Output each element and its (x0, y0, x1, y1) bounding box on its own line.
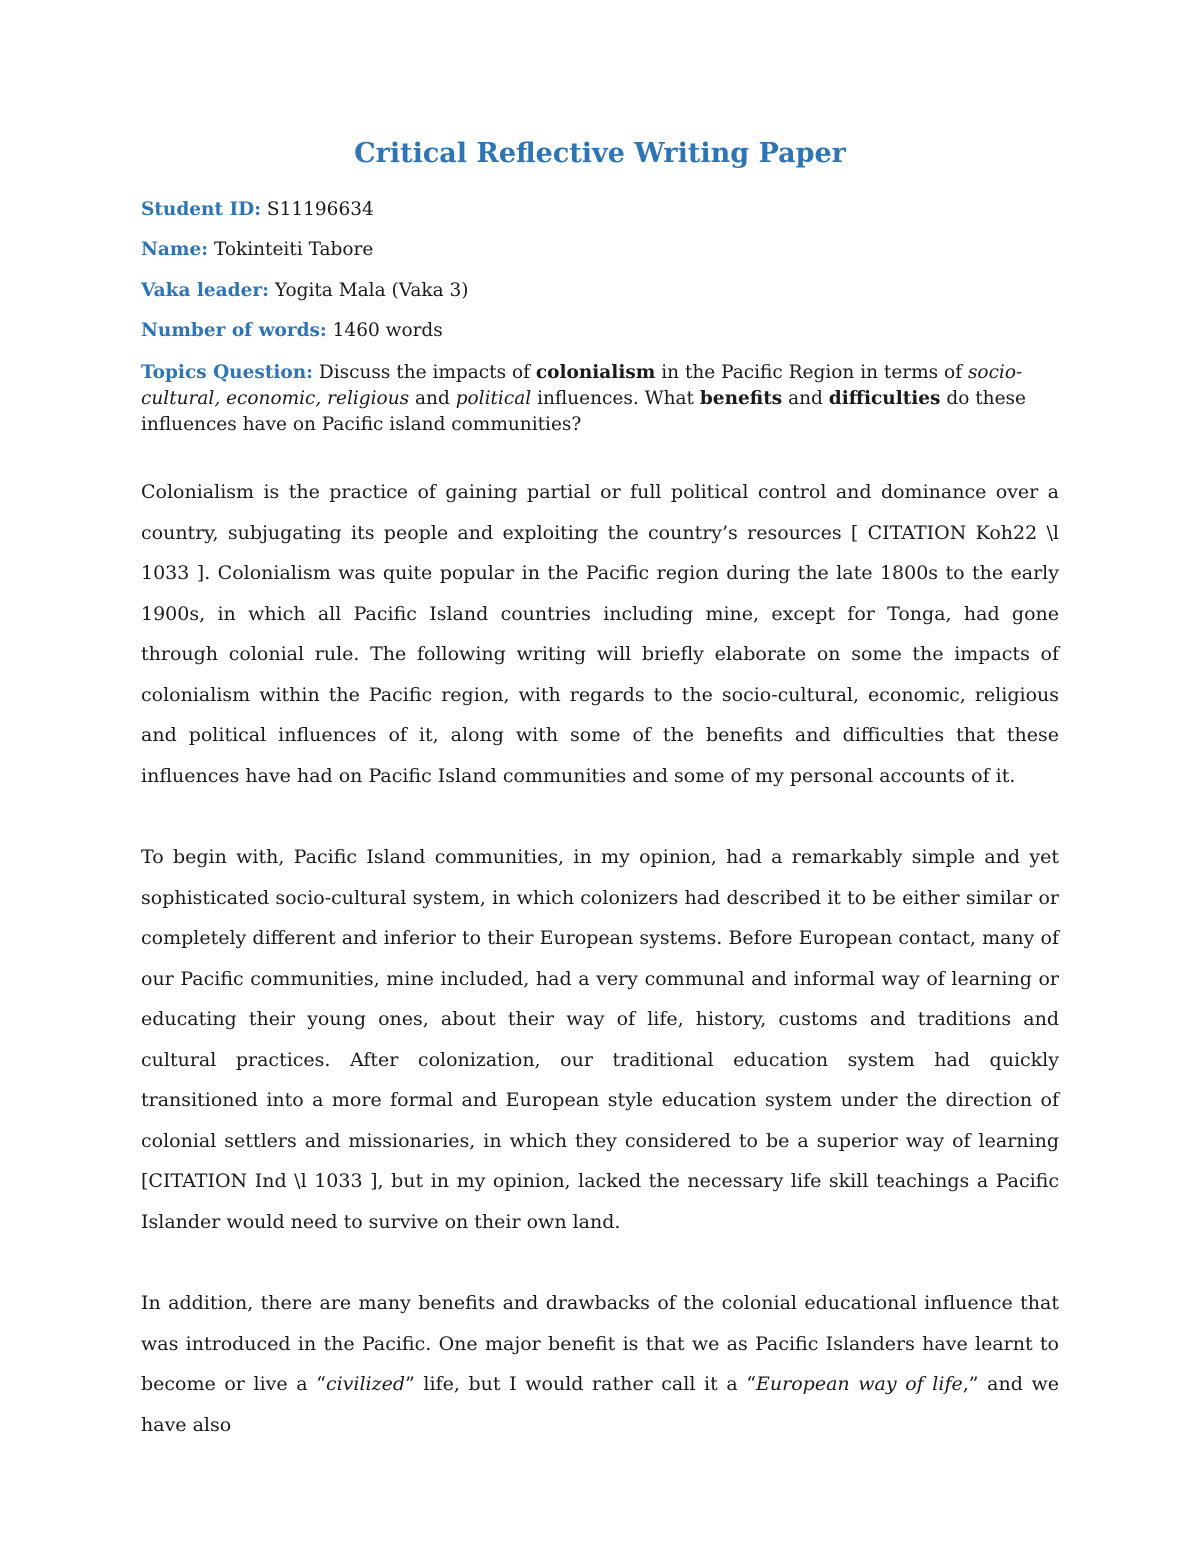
paragraph-text: ,” and we have also (141, 1373, 1059, 1436)
topic-text: do these influences have on Pacific island communities? (141, 388, 1026, 435)
topic-text: influences. What (537, 388, 694, 409)
student-id-line (141, 197, 1061, 223)
paragraph-emphasis: European way of life (756, 1373, 963, 1395)
name-line (141, 237, 1061, 263)
vaka-leader-line (141, 278, 1061, 304)
topic-question-label: Topics Question: (141, 362, 314, 383)
topic-emphasis: political (455, 388, 532, 409)
topic-text: in the Pacific Region in terms of (661, 362, 963, 383)
paragraph-emphasis: civilized (325, 1373, 406, 1395)
topic-emphasis: benefits (699, 388, 783, 409)
word-count-value: 1460 words (332, 320, 443, 341)
topic-emphasis: colonialism (535, 362, 656, 383)
vaka-leader-value: Yogita Mala (Vaka 3) (274, 280, 469, 301)
vaka-leader-label: Vaka leader: (141, 280, 269, 301)
topic-text: and (415, 388, 450, 409)
topic-question (141, 360, 1059, 438)
word-count-line (141, 318, 1061, 344)
document-title: Critical Reflective Writing Paper (354, 138, 846, 169)
name-value: Tokinteiti Tabore (213, 239, 374, 260)
student-id-value: S11196634 (266, 199, 374, 220)
topic-text: Discuss the impacts of (318, 362, 530, 383)
paragraph-text: In addition, there are many benefits and drawbacks of the colonial educational influence that was introduced in the Pacific. One major benefit is that we as Pacific Islanders have learnt to become or live a “ (141, 1292, 1059, 1395)
student-id-label: Student ID: (141, 199, 262, 220)
topic-emphasis: difficulties (828, 388, 941, 409)
body-paragraph-2: To begin with, Pacific Island communities, in my opinion, had a remarkably simple and yet sophisticated socio-cultural system, in which colonizers had described it to be either similar or completely different and inferior to their European systems. Before European contact, many of our Pacific communities, mine included, had a very communal and informal way of learning or educating their young ones, about their way of life, history, customs and traditions and cultural practices. After colonization, our traditional education system had quickly transitioned into a more formal and European style education system under the direction of colonial settlers and missionaries, in which they considered to be a superior way of learning [CITATION Ind \l 1033 ], but in my opinion, lacked the necessary life skill teachings a Pacific Islander would need to survive on their own land. (141, 846, 1059, 1233)
topic-emphasis: socio-cultural, economic, religious (141, 362, 1023, 409)
word-count-label: Number of words: (141, 320, 327, 341)
body-paragraph-3 (141, 1283, 1059, 1445)
paragraph-text: ” life, but I would rather call it a “ (405, 1373, 757, 1395)
body-paragraph-1: Colonialism is the practice of gaining partial or full political control and dominance over a country, subjugating its people and exploiting the country’s resources [ CITATION Koh22 \l 1033 ]. Colonialism was quite popular in the Pacific region during the late 1800s to the early 1900s, in which all Pacific Island countries including mine, except for Tonga, had gone through colonial rule. The following writing will briefly elaborate on some the impacts of colonialism within the Pacific region, with regards to the socio-cultural, economic, religious and political influences of it, along with some of the benefits and difficulties that these influences have had on Pacific Island communities and some of my personal accounts of it. (141, 481, 1059, 787)
name-label: Name: (141, 239, 209, 260)
topic-text: and (788, 388, 823, 409)
